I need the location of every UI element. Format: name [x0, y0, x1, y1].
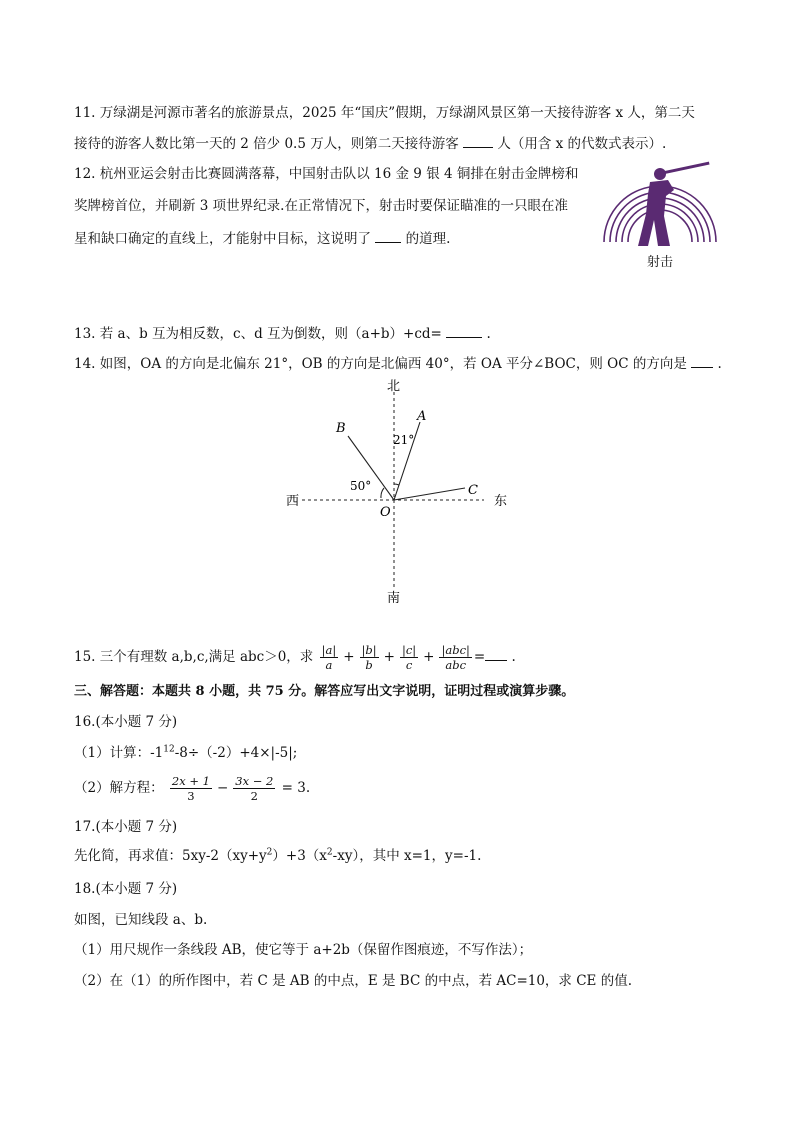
- angle-arc-21: [394, 484, 399, 485]
- fraction: [439, 643, 471, 672]
- q13-tail: .: [486, 326, 491, 342]
- answer-blank: [375, 228, 401, 243]
- q15-line: [74, 642, 516, 672]
- q15-tail: .: [511, 649, 516, 665]
- label-west: 西: [286, 494, 300, 509]
- label-B: B: [336, 421, 346, 436]
- q12-line3-tail: 的道理.: [405, 231, 451, 247]
- q13-text: 13. 若 a、b 互为相反数，c、d 互为倒数，则（a+b）+cd=: [74, 326, 442, 342]
- minus-sign: −: [216, 780, 229, 796]
- q17-text: 先化简，再求值：5xy-2（xy+y: [74, 848, 267, 864]
- q11-line1: 11. 万绿湖是河源市著名的旅游景点，2025 年“国庆”假期，万绿湖风景区第一天接待游客 x 人，第二天: [74, 105, 695, 121]
- exponent: 2: [266, 847, 273, 858]
- pictogram-caption: 射击: [647, 255, 674, 270]
- plus-sign: +: [343, 649, 355, 665]
- q13-line: [74, 323, 491, 344]
- fraction-denominator: 3: [187, 789, 195, 803]
- compass-diagram: [270, 370, 530, 610]
- q15-text: 15. 三个有理数 a,b,c,满足 abc＞0，求: [74, 649, 314, 665]
- shooting-pictogram: [600, 160, 720, 250]
- answer-blank: [485, 646, 507, 661]
- fraction-denominator: b: [365, 658, 373, 672]
- fraction-denominator: a: [325, 658, 333, 672]
- q18-heading: 18.(本小题 7 分): [74, 881, 178, 897]
- q16-heading: 16.(本小题 7 分): [74, 714, 178, 730]
- ray-OC: [394, 488, 465, 500]
- q17-heading: 17.(本小题 7 分): [74, 819, 178, 835]
- q12-line1: 12. 杭州亚运会射击比赛圆满落幕，中国射击队以 16 金 9 银 4 铜排在射击金牌榜和: [74, 166, 579, 182]
- fraction-numerator: 3x − 2: [235, 774, 274, 788]
- fraction-denominator: abc: [445, 658, 467, 672]
- q18-line1: 如图，已知线段 a、b.: [74, 912, 208, 928]
- fraction: [320, 643, 339, 672]
- label-south: 南: [387, 591, 401, 606]
- q16-part2: [74, 772, 310, 804]
- equals-sign: =: [473, 649, 486, 665]
- plus-sign: +: [383, 649, 395, 665]
- fraction-numerator: |abc|: [441, 643, 470, 657]
- fraction-numerator: |a|: [321, 643, 337, 657]
- exponent: 12: [163, 744, 175, 755]
- q14-text: 14. 如图，OA 的方向是北偏东 21°，OB 的方向是北偏西 40°，若 OA 平分∠BOC，则 OC 的方向是: [74, 356, 687, 372]
- q12-line2: 奖牌榜首位，并刷新 3 项世界纪录.在正常情况下，射击时要保证瞄准的一只眼在准: [74, 198, 568, 214]
- plus-sign: +: [423, 649, 435, 665]
- angle-label-50: 50°: [350, 479, 372, 493]
- answer-blank: [691, 353, 713, 368]
- label-O: O: [380, 505, 391, 520]
- q17-body: [74, 846, 481, 866]
- answer-blank: [463, 133, 493, 148]
- q16-part2-tail: = 3.: [281, 780, 311, 796]
- fraction: [360, 643, 379, 672]
- section-heading: 三、解答题：本题共 8 小题，共 75 分。解答应写出文字说明，证明过程或演算步骤。: [74, 684, 575, 699]
- q12-line3: [74, 228, 450, 249]
- q17-text-tail: -xy），其中 x=1，y=-1.: [332, 848, 482, 864]
- angle-arc-50: [381, 488, 384, 498]
- fraction-denominator: 2: [250, 789, 258, 803]
- fraction: [233, 774, 275, 803]
- q16-part2-text: （2）解方程：: [74, 780, 164, 796]
- label-C: C: [468, 483, 478, 498]
- q18-line2: （1）用尺规作一条线段 AB，使它等于 a+2b（保留作图痕迹，不写作法）；: [74, 942, 533, 958]
- answer-blank: [446, 323, 482, 338]
- fraction-numerator: |c|: [401, 643, 417, 657]
- q16-part1-tail: -8÷（-2）+4×|-5|;: [174, 745, 298, 761]
- exponent: 2: [326, 847, 333, 858]
- label-north: 北: [387, 379, 401, 394]
- label-A: A: [417, 409, 427, 424]
- fraction-denominator: c: [405, 658, 413, 672]
- q16-part1-text: （1）计算：-1: [74, 745, 164, 761]
- q12-line3-text: 星和缺口确定的直线上，才能射中目标，这说明了: [74, 231, 371, 247]
- q16-part1: [74, 743, 297, 763]
- fraction-numerator: 2x + 1: [171, 774, 210, 788]
- q18-line3: （2）在（1）的所作图中，若 C 是 AB 的中点，E 是 BC 的中点，若 AC=10，求 CE 的值.: [74, 973, 632, 989]
- q11-line2-text: 接待的游客人数比第一天的 2 倍少 0.5 万人，则第二天接待游客: [74, 136, 459, 152]
- label-east: 东: [494, 494, 508, 509]
- fraction: [400, 643, 418, 672]
- q14-tail: .: [717, 356, 722, 372]
- fraction-numerator: |b|: [361, 643, 377, 657]
- angle-label-21: 21°: [393, 433, 415, 447]
- q11-line2-tail: 人（用含 x 的代数式表示）.: [497, 136, 667, 152]
- q17-text-mid: ）+3（x: [272, 848, 327, 864]
- q11-line2: [74, 133, 666, 154]
- fraction: [170, 774, 212, 803]
